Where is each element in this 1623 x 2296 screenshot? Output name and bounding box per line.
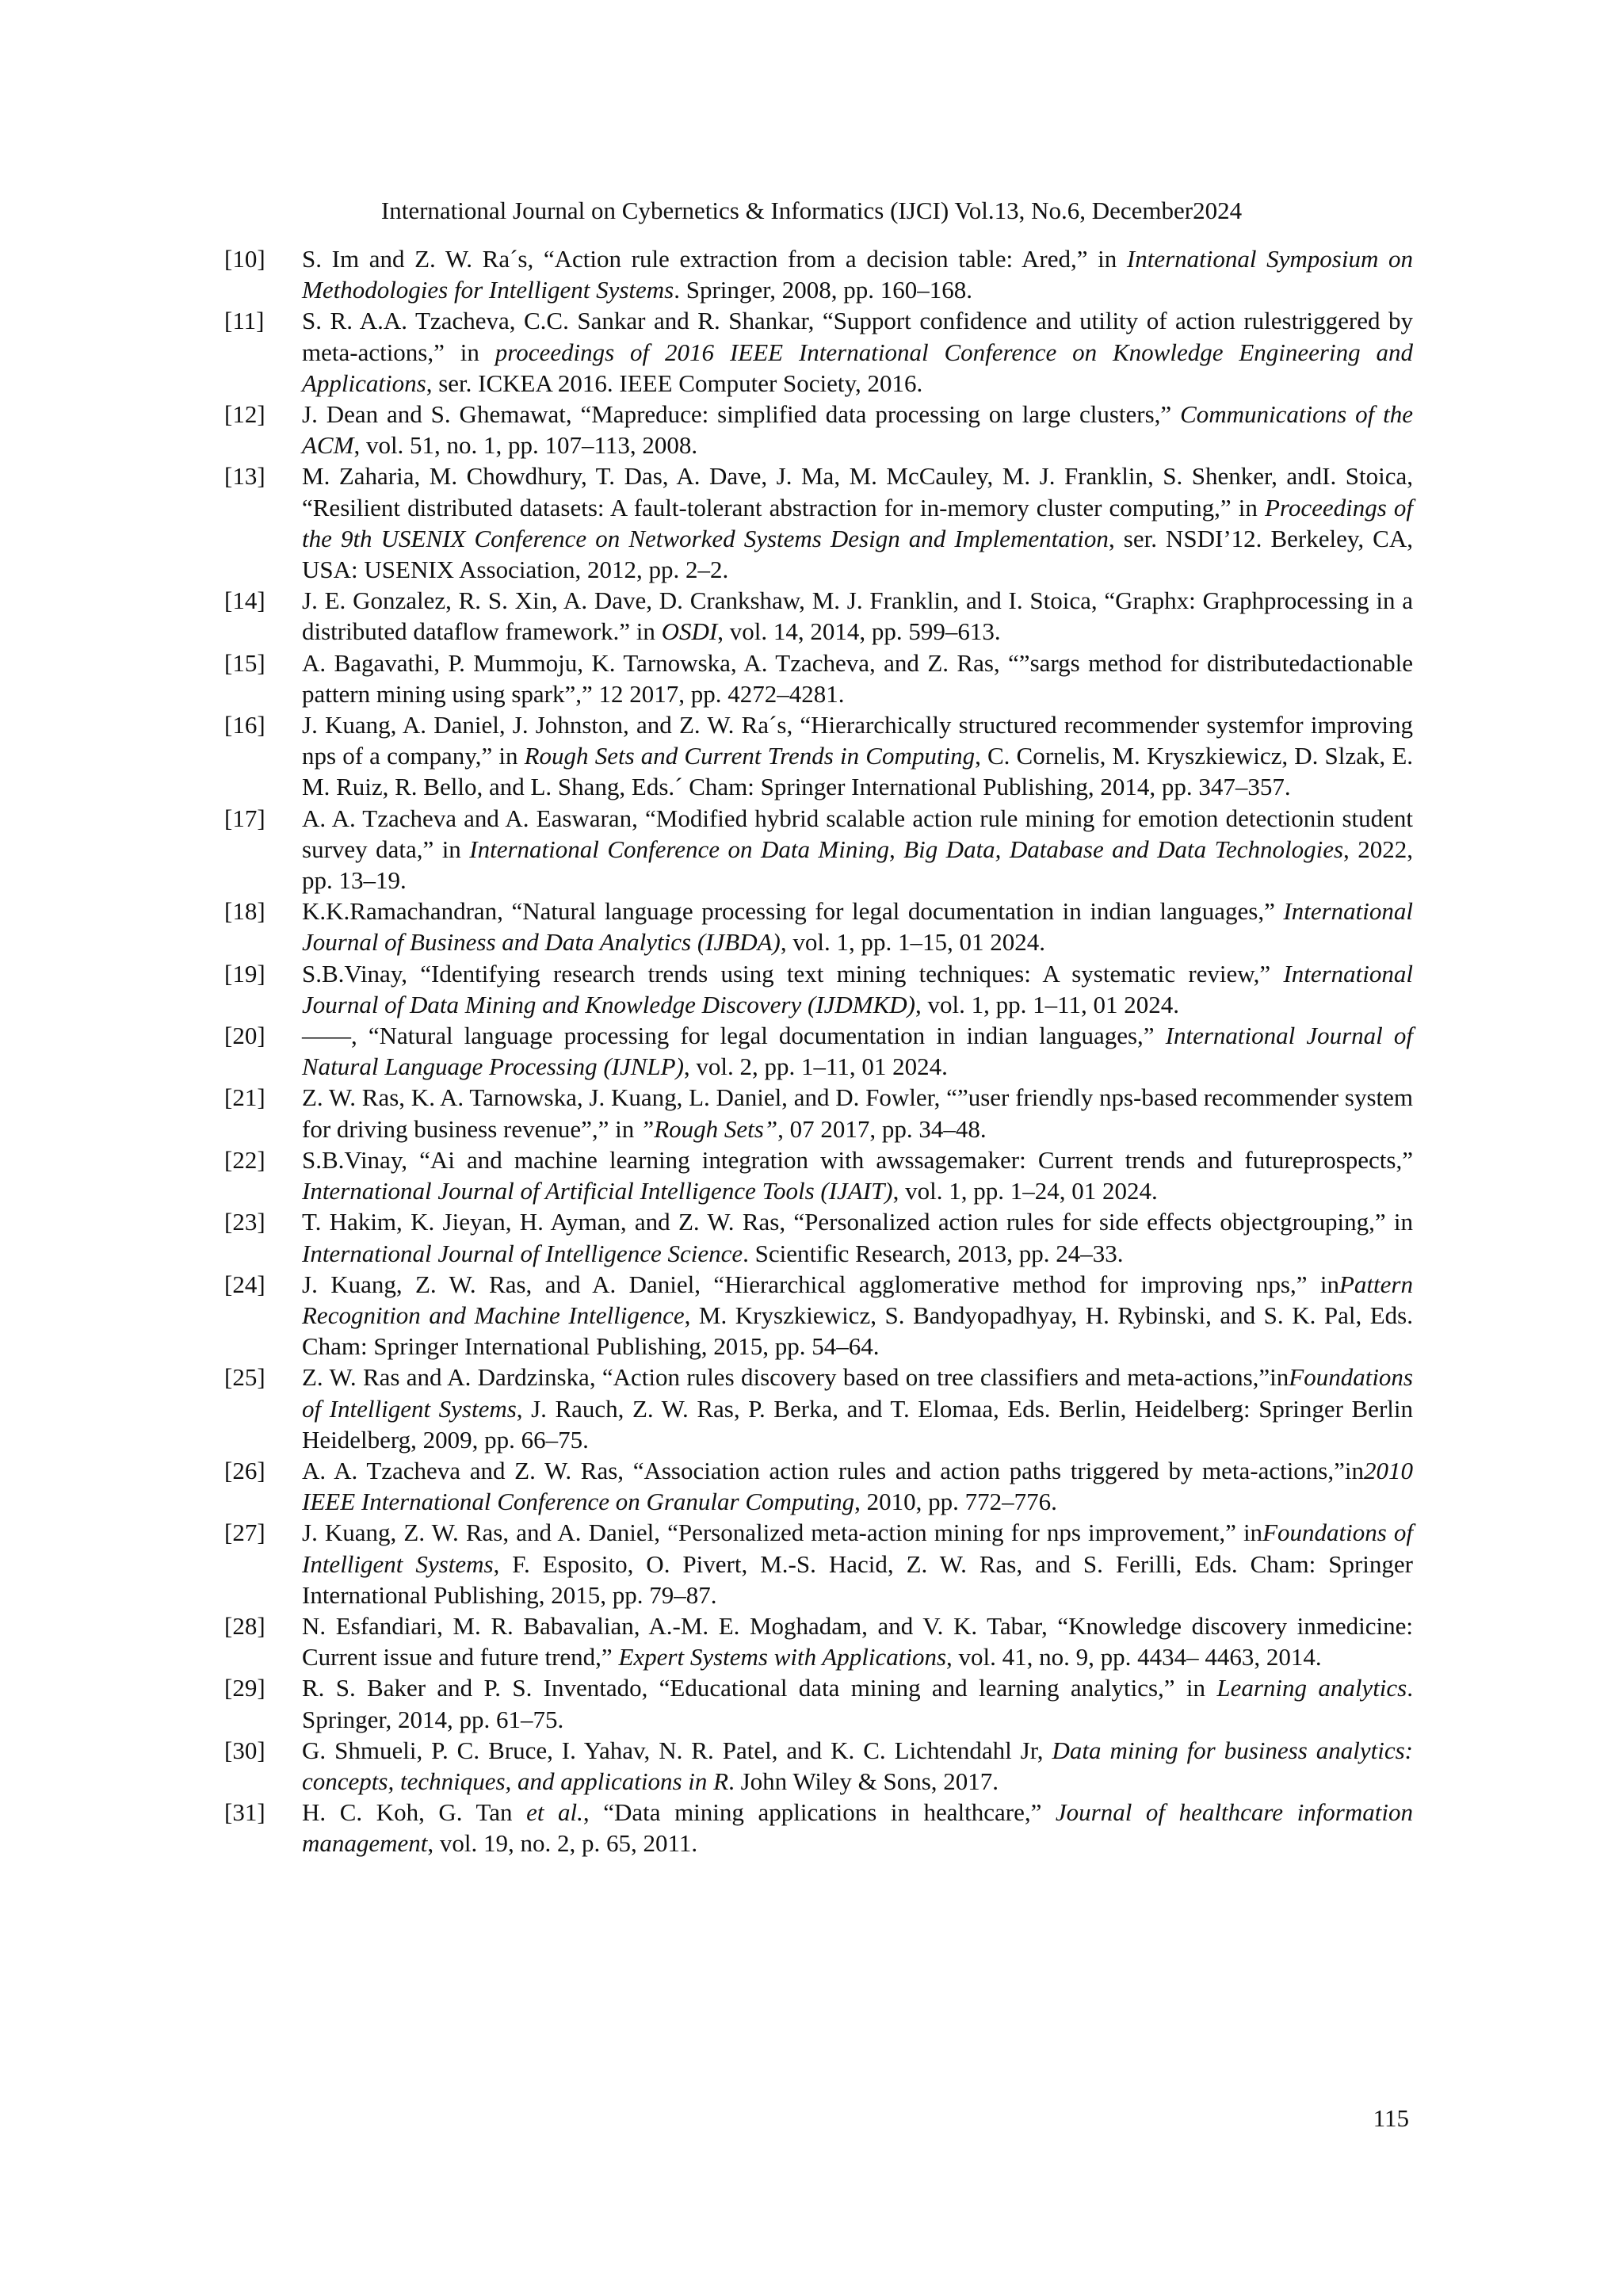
reference-number: [23] [224, 1208, 265, 1236]
reference-segment: Z. W. Ras and A. Dardzinska, “Action rules discovery based on tree classifiers and meta-actions,”in [302, 1363, 1289, 1392]
reference-italic-segment: Learning analytics [1216, 1674, 1407, 1702]
reference-italic-segment: International Journal of Data Mining and Knowledge Discovery (IJDMKD) [302, 959, 1413, 1018]
reference-segment: S.B.Vinay, “Identifying research trends using text mining techniques: A systematic review,” [302, 959, 1284, 988]
reference-segment: , vol. 14, 2014, pp. 599–613. [717, 617, 1001, 646]
reference-segment: , ser. ICKEA 2016. IEEE Computer Society, 2016. [426, 369, 923, 397]
reference-segment: , vol. 1, pp. 1–24, 01 2024. [892, 1177, 1158, 1205]
reference-entry [224, 803, 1413, 896]
reference-italic-segment: Rough Sets and Current Trends in Computing [524, 742, 976, 770]
reference-italic-segment: Proceedings of the 9th USENIX Conference on Networked Systems Design and Implementation [302, 493, 1413, 552]
reference-text [302, 1144, 1413, 1206]
reference-segment: , ser. NSDI’12. Berkeley, CA, USA: USENIX Association, 2012, pp. 2–2. [302, 524, 1413, 584]
reference-entry [224, 1672, 1413, 1734]
reference-italic-segment: 2010 IEEE International Conference on Granular Computing [302, 1456, 1413, 1516]
reference-text [302, 648, 1413, 709]
reference-text [302, 1269, 1413, 1362]
page-number: 115 [1373, 2104, 1409, 2132]
reference-number: [18] [224, 897, 265, 926]
reference-italic-segment: Journal of healthcare information management [302, 1798, 1413, 1858]
reference-number: [20] [224, 1022, 265, 1050]
reference-italic-segment: International Journal of Business and Data Analytics (IJBDA) [302, 897, 1413, 957]
reference-text [302, 1517, 1413, 1610]
reference-text [302, 709, 1413, 803]
reference-entry [224, 1206, 1413, 1268]
reference-segment: J. Dean and S. Ghemawat, “Mapreduce: simplified data processing on large clusters,” [302, 400, 1181, 429]
reference-italic-segment: Foundations of Intelligent Systems [302, 1519, 1413, 1578]
reference-segment: , vol. 19, no. 2, p. 65, 2011. [427, 1829, 698, 1858]
reference-text [302, 1206, 1413, 1268]
reference-segment: ——, “Natural language processing for legal documentation in indian languages,” [302, 1022, 1166, 1050]
reference-italic-segment: International Conference on Data Mining, Big Data, Database and Data Technologies [469, 835, 1344, 863]
reference-segment: , vol. 51, no. 1, pp. 107–113, 2008. [353, 431, 698, 460]
reference-number: [19] [224, 959, 265, 988]
reference-number: [13] [224, 462, 265, 491]
reference-segment: S.B.Vinay, “Ai and machine learning integration with awssagemaker: Current trends and futureprospects,” [302, 1145, 1413, 1174]
reference-segment: . John Wiley & Sons, 2017. [728, 1767, 999, 1795]
reference-italic-segment: Communications of the ACM [302, 400, 1413, 460]
reference-segment: R. S. Baker and P. S. Inventado, “Educational data mining and learning analytics,” in [302, 1674, 1217, 1702]
reference-segment: , “Data mining applications in healthcare,” [582, 1798, 1056, 1827]
reference-segment: M. Zaharia, M. Chowdhury, T. Das, A. Dave, J. Ma, M. McCauley, M. J. Franklin, S. Shenker, andI. Stoica, “Resilient distributed datasets: A fault-tolerant abstraction for in-memory cluster computing,” in [302, 462, 1413, 521]
reference-number: [12] [224, 400, 265, 429]
reference-segment: , vol. 2, pp. 1–11, 01 2024. [683, 1052, 948, 1081]
reference-segment: . Scientific Research, 2013, pp. 24–33. [743, 1239, 1124, 1267]
reference-segment: , vol. 1, pp. 1–15, 01 2024. [780, 928, 1045, 957]
reference-segment: S. Im and Z. W. Ra´s, “Action rule extraction from a decision table: Ared,” in [302, 245, 1127, 273]
reference-italic-segment: International Symposium on Methodologies for Intelligent Systems [302, 245, 1414, 304]
reference-italic-segment: International Journal of Natural Language Processing (IJNLP) [302, 1022, 1413, 1081]
reference-segment: S. R. A.A. Tzacheva, C.C. Sankar and R. Shankar, “Support confidence and utility of action rulestriggered by meta-actions,” in [302, 307, 1413, 366]
reference-segment: , F. Esposito, O. Pivert, M.-S. Hacid, Z. W. Ras, and S. Ferilli, Eds. Cham: Springer International Publishing, 2015, pp. 79–87. [302, 1549, 1413, 1609]
reference-number: [15] [224, 648, 265, 677]
reference-segment: A. Bagavathi, P. Mummoju, K. Tarnowska, A. Tzacheva, and Z. Ras, “”sargs method for distributedactionable pattern mining using spark”,” 12 2017, pp. 4272–4281. [302, 648, 1413, 708]
reference-segment: T. Hakim, K. Jieyan, H. Ayman, and Z. W. Ras, “Personalized action rules for side effects objectgrouping,” in [302, 1208, 1413, 1236]
reference-italic-segment: Expert Systems with Applications [618, 1643, 947, 1671]
reference-segment: , 2022, pp. 13–19. [302, 835, 1413, 895]
reference-italic-segment: et al. [526, 1798, 583, 1827]
reference-segment: . Springer, 2014, pp. 61–75. [302, 1674, 1413, 1733]
reference-number: [26] [224, 1456, 265, 1484]
reference-entry [224, 460, 1413, 585]
reference-number: [17] [224, 804, 265, 832]
reference-number: [30] [224, 1736, 265, 1764]
running-header: International Journal on Cybernetics & Informatics (IJCI) Vol.13, No.6, December2024 [380, 197, 1243, 224]
reference-segment: G. Shmueli, P. C. Bruce, I. Yahav, N. R. Patel, and K. C. Lichtendahl Jr, [302, 1736, 1052, 1764]
reference-entry [224, 585, 1413, 647]
reference-segment: , J. Rauch, Z. W. Ras, P. Berka, and T. Elomaa, Eds. Berlin, Heidelberg: Springer Berlin Heidelberg, 2009, pp. 66–75. [302, 1394, 1413, 1454]
reference-text [302, 1362, 1413, 1455]
reference-segment: , 2010, pp. 772–776. [854, 1488, 1057, 1516]
reference-text [302, 460, 1413, 585]
reference-number: [24] [224, 1270, 265, 1298]
reference-entry [224, 1269, 1413, 1362]
reference-text [302, 896, 1413, 957]
reference-italic-segment: proceedings of 2016 IEEE International Conference on Knowledge Engineering and Applications [302, 338, 1414, 397]
reference-text [302, 1020, 1413, 1082]
reference-list [224, 243, 1413, 1859]
reference-segment: K.K.Ramachandran, “Natural language processing for legal documentation in indian languages,” [302, 897, 1284, 926]
reference-italic-segment: International Journal of Intelligence Science [302, 1239, 743, 1267]
reference-italic-segment: Pattern Recognition and Machine Intelligence [302, 1270, 1413, 1329]
reference-segment: J. Kuang, Z. W. Ras, and A. Daniel, “Personalized meta-action mining for nps improvement,” in [302, 1519, 1263, 1547]
reference-entry [224, 958, 1413, 1020]
reference-number: [22] [224, 1145, 265, 1174]
reference-entry [224, 1455, 1413, 1517]
reference-segment: J. E. Gonzalez, R. S. Xin, A. Dave, D. Crankshaw, M. J. Franklin, and I. Stoica, “Graphx: Graphprocessing in a distributed dataflow framework.” in [302, 586, 1413, 646]
reference-entry [224, 243, 1413, 305]
reference-segment: A. A. Tzacheva and Z. W. Ras, “Association action rules and action paths triggered by meta-actions,”in [302, 1456, 1364, 1484]
reference-entry [224, 1610, 1413, 1672]
reference-text [302, 1610, 1413, 1672]
reference-text [302, 243, 1413, 305]
reference-entry [224, 399, 1413, 460]
reference-text [302, 399, 1413, 460]
reference-text [302, 305, 1413, 399]
reference-number: [28] [224, 1611, 265, 1640]
reference-italic-segment: ”Rough Sets” [640, 1114, 778, 1143]
reference-segment: A. A. Tzacheva and A. Easwaran, “Modified hybrid scalable action rule mining for emotion detectionin student survey data,” in [302, 804, 1413, 863]
reference-number: [31] [224, 1798, 265, 1827]
reference-entry [224, 648, 1413, 709]
reference-segment: J. Kuang, Z. W. Ras, and A. Daniel, “Hierarchical agglomerative method for improving nps,” in [302, 1270, 1339, 1298]
reference-segment: , vol. 1, pp. 1–11, 01 2024. [915, 990, 1179, 1018]
reference-segment: Z. W. Ras, K. A. Tarnowska, J. Kuang, L. Daniel, and D. Fowler, “”user friendly nps-based recommender system for driving business revenue”,” in [302, 1083, 1413, 1143]
reference-entry [224, 1082, 1413, 1144]
reference-number: [11] [224, 307, 265, 335]
reference-number: [14] [224, 586, 265, 615]
reference-number: [25] [224, 1363, 265, 1392]
reference-entry [224, 305, 1413, 399]
reference-italic-segment: International Journal of Artificial Intelligence Tools (IJAIT) [302, 1177, 893, 1205]
reference-segment: , C. Cornelis, M. Kryszkiewicz, D. Slzak, E. M. Ruiz, R. Bello, and L. Shang, Eds.´ Cham: Springer International Publishing, 2014, pp. 347–357. [302, 742, 1414, 801]
reference-text [302, 958, 1413, 1020]
reference-entry [224, 1735, 1413, 1797]
reference-segment: , vol. 41, no. 9, pp. 4434– 4463, 2014. [946, 1643, 1322, 1671]
reference-entry [224, 1797, 1413, 1859]
reference-text [302, 1082, 1413, 1144]
reference-number: [16] [224, 711, 265, 739]
reference-entry [224, 896, 1413, 957]
reference-entry [224, 1020, 1413, 1082]
reference-italic-segment: OSDI [661, 617, 718, 646]
reference-text [302, 1672, 1413, 1734]
reference-text [302, 585, 1413, 647]
reference-number: [10] [224, 245, 265, 273]
reference-text [302, 1455, 1413, 1517]
reference-italic-segment: Foundations of Intelligent Systems [302, 1363, 1413, 1423]
reference-text [302, 1797, 1413, 1859]
reference-entry [224, 1517, 1413, 1610]
reference-text [302, 803, 1413, 896]
reference-entry [224, 709, 1413, 803]
reference-segment: . Springer, 2008, pp. 160–168. [674, 276, 973, 304]
reference-italic-segment: Data mining for business analytics: concepts, techniques, and applications in R [302, 1736, 1413, 1795]
reference-entry [224, 1362, 1413, 1455]
reference-number: [29] [224, 1674, 265, 1702]
reference-entry [224, 1144, 1413, 1206]
reference-segment: , 07 2017, pp. 34–48. [777, 1114, 987, 1143]
reference-segment: N. Esfandiari, M. R. Babavalian, A.-M. E. Moghadam, and V. K. Tabar, “Knowledge discovery inmedicine: Current issue and future trend,” [302, 1611, 1413, 1671]
reference-segment: H. C. Koh, G. Tan [302, 1798, 527, 1827]
reference-text [302, 1735, 1413, 1797]
reference-number: [27] [224, 1519, 265, 1547]
reference-number: [21] [224, 1083, 265, 1112]
reference-segment: , M. Kryszkiewicz, S. Bandyopadhyay, H. Rybinski, and S. K. Pal, Eds. Cham: Springer International Publishing, 2015, pp. 54–64. [302, 1301, 1413, 1361]
reference-segment: J. Kuang, A. Daniel, J. Johnston, and Z. W. Ra´s, “Hierarchically structured recommender systemfor improving nps of a company,” in [302, 711, 1413, 770]
